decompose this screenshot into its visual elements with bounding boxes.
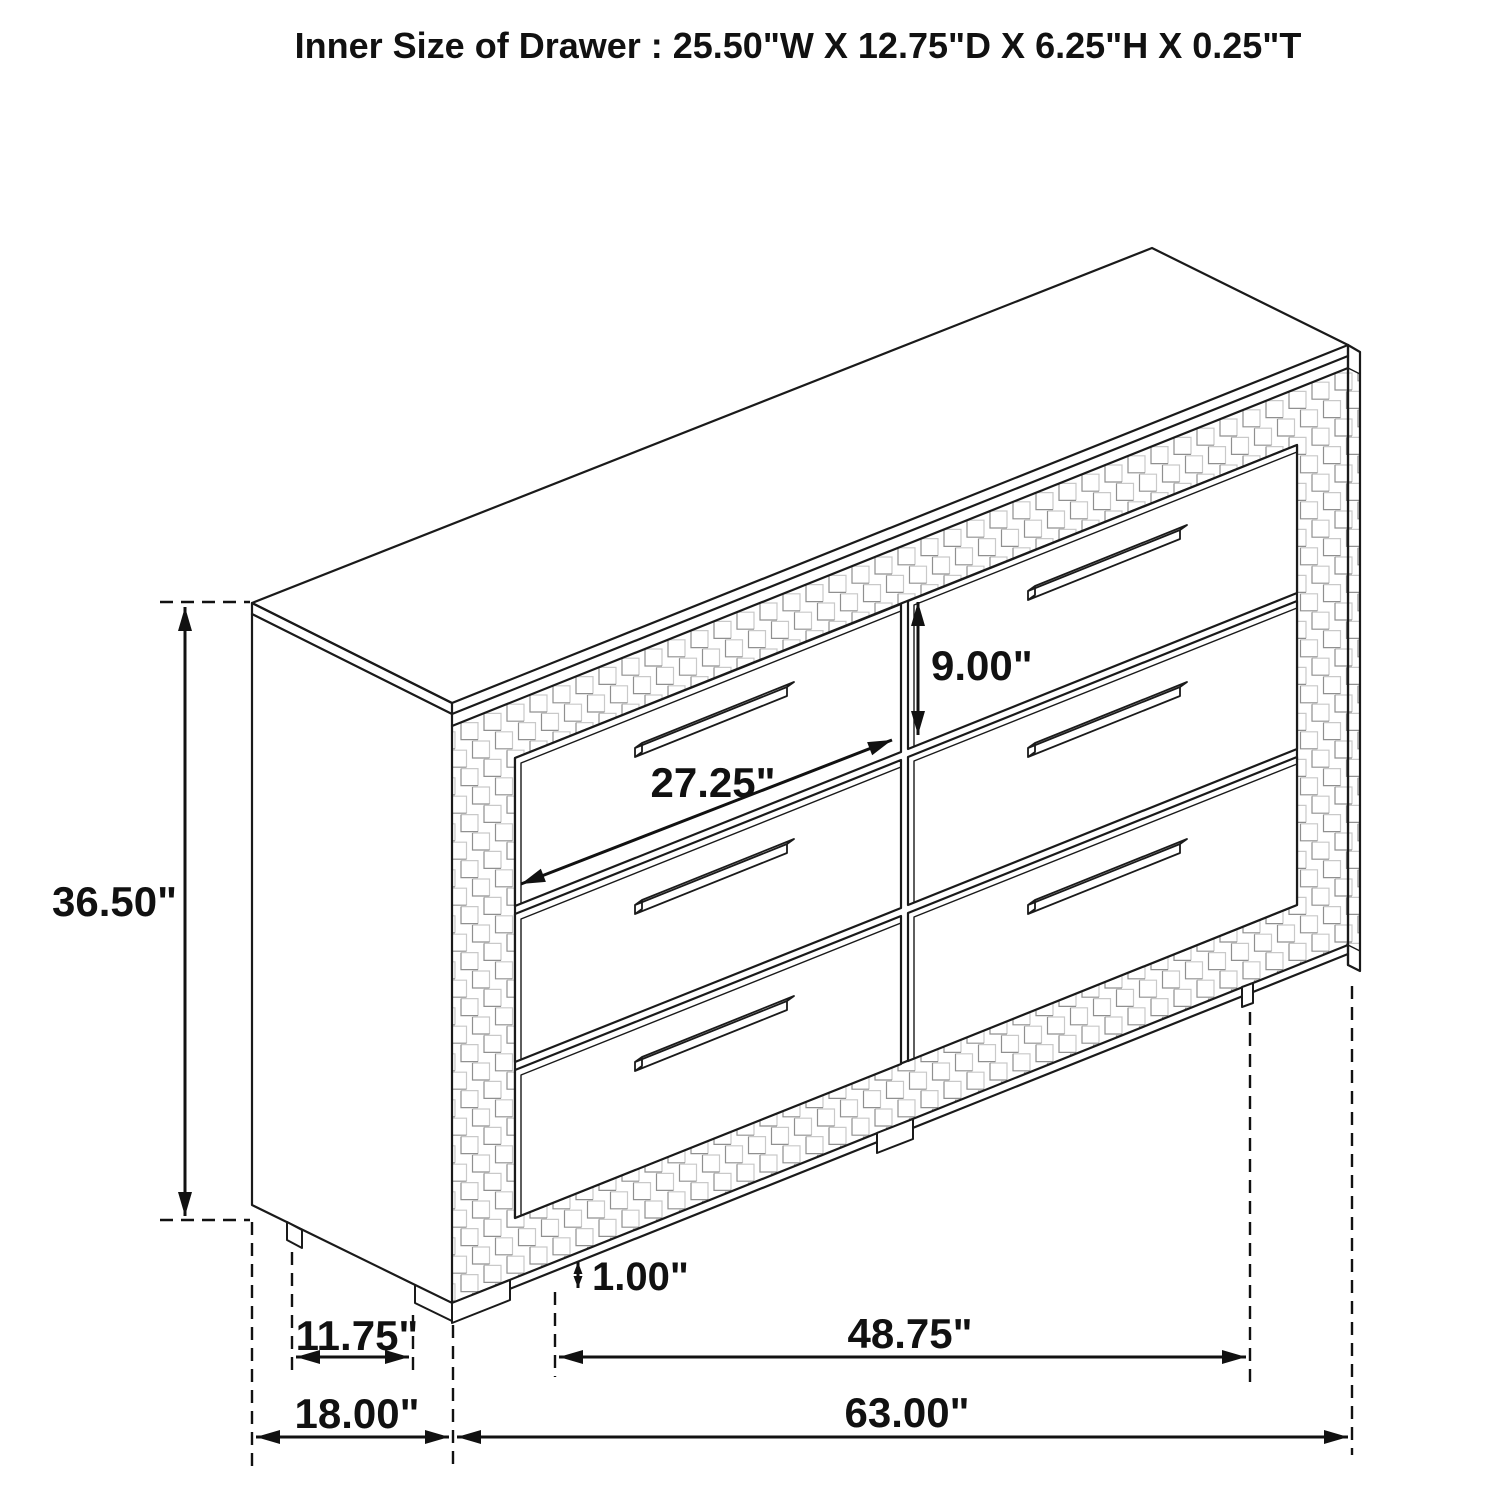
leg-front-right — [1242, 983, 1253, 1007]
dim-base-height-label: 1.00" — [592, 1255, 689, 1299]
side-panel — [252, 603, 452, 1303]
dim-overall-height-label: 36.50" — [51, 878, 177, 925]
dim-side-leg-span-label: 11.75" — [295, 1312, 419, 1359]
dim-drawer-height-label: 9.00" — [931, 642, 1033, 689]
page-title: Inner Size of Drawer : 25.50"W X 12.75"D X 6.25"H X 0.25"T — [294, 25, 1302, 66]
dim-overall-depth-label: 18.00" — [294, 1390, 420, 1437]
dim-overall-width-label: 63.00" — [844, 1389, 970, 1436]
dim-drawer-width-label: 27.25" — [650, 759, 776, 806]
dim-front-leg-span-label: 48.75" — [847, 1310, 973, 1357]
dresser-drawing — [252, 248, 1433, 1365]
